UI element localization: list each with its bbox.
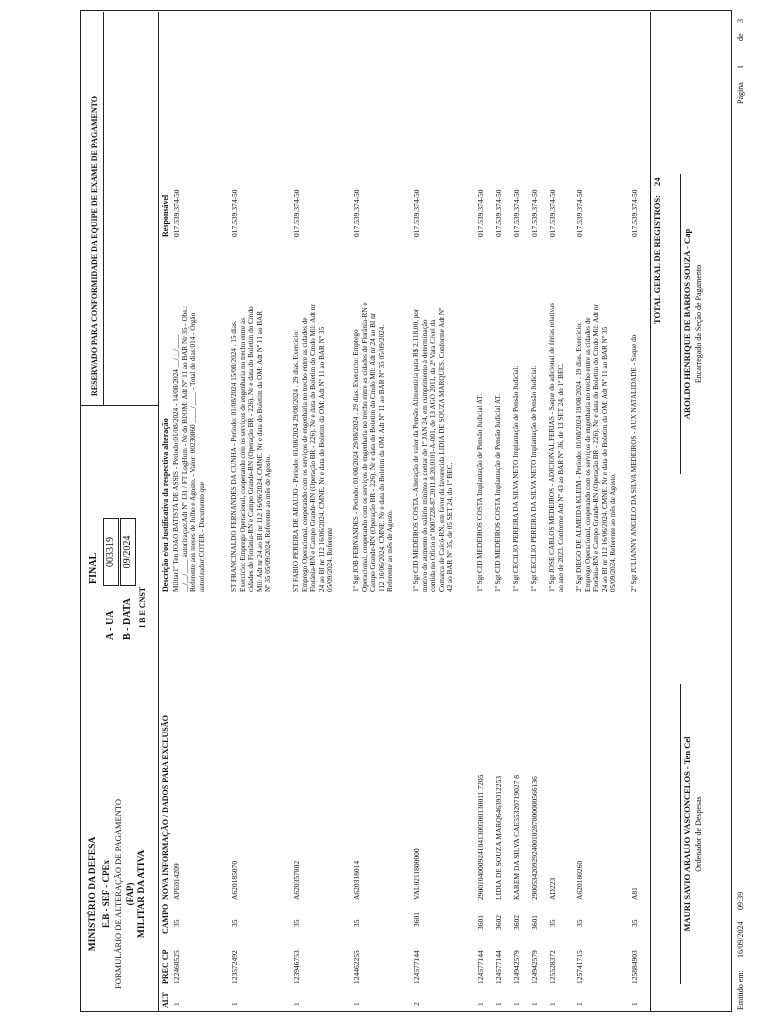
- row-alt: 1: [548, 1002, 557, 1006]
- row-prec: 125884903: [630, 950, 639, 984]
- row-alt: 1: [352, 1002, 361, 1006]
- row-alt: 1: [172, 1002, 181, 1006]
- row-resp: 017.539.374-50: [530, 189, 539, 237]
- row-campo: 35: [230, 919, 239, 927]
- row-desc: 2º Sgt DIEGO DE ALMEIDA KLEIM - Período: 01/08/2024 19/08/2024 . 19 dias. Exercício: Emprego Operacional, cooperando com os serviços de engenharia no trecho entre as cidades de Florânia-RN e Campo Grande-RN (Operação BR - 226). Nr e data do Boletim do Cmdo Mil: Adt nr 24 ao BI nr 112 16/06/2024. CMNE. Nr e data do Boletim da OM: Adt Nº 11 ao BAR Nº 35 05/09/2024. Referente ao mês de Agosto.: [575, 304, 618, 592]
- row-prec: 125741715: [575, 950, 584, 984]
- row-desc: 1º Sgt CID MEDEIROS COSTA Implantação de Pensão Judicial AT.: [494, 394, 502, 592]
- row-alt: 2: [412, 1002, 421, 1006]
- row-nova: AD223: [548, 877, 557, 900]
- row-nova: KAREM DA SILVA CAE55320719027 8: [512, 774, 521, 900]
- row-desc: 1º Sgt CECILIO PEREIRA DA SILVA NETO Implantação de Pensão Judicial.: [512, 365, 520, 592]
- row-desc: 1º Sgt CID MEDEIROS COSTA - Alteração de valor da Pensão Alimentícia para R$ 2.118,00, por motivo de aumento do salário mínimo a contar de 1º JAN 24, em cumprimento à determinação contida no Ofício nº 0007228-87.2011.8.20.0101-A-001, de 13 AGO 2011, da 2ª Vara Cível da Comarca de Caicó-RN, em favor da favorecida LIDIA DE SOUZA MARQUES. Conforme Adt Nº 42 ao BAR Nº 35, de 05 SET 24, do 1º BEC.: [412, 307, 455, 592]
- row-alt: 1: [512, 1002, 521, 1006]
- signature-role-2: Encarregado da Seção de Pagamento: [694, 264, 703, 384]
- row-nova: A620357802: [292, 860, 301, 900]
- signature-role-1: Ordenador de Despesas: [694, 796, 703, 872]
- page-of: de: [736, 33, 745, 41]
- row-desc: Militar1º Ten JOAO BATISTA DE ASSIS - Período:01/08/2024 - 14/08/2024 __/__/____ __/__/____ autorizaçao:Adt Nº 131 / FT LogHum - Nr do BI/OM: Adt Nº 11 ao BAR Nr 35 - Obs.: Referente aos meses de Julho e Agosto. - Valor: 00230860 ____/____ - Total de dias:014 - Órgão autorizador:COTER - Documento que: [172, 306, 206, 592]
- ebsef-title: E.B - SEF - CPEx: [101, 860, 111, 928]
- row-prec: 124577144: [476, 950, 485, 984]
- row-nova: 29001040009241041300500130011 7205: [476, 774, 485, 900]
- ibecnst-label: I B E CNST: [138, 586, 147, 628]
- reserved-title: RESERVADO PARA CONFORMIDADE DA EQUIPE DE EXAME DE PAGAMENTO: [90, 95, 99, 396]
- row-campo: 3601: [412, 912, 421, 927]
- divider-reserved-title: [103, 12, 104, 406]
- form-title: FORMULÁRIO DE ALTERAÇÃO DE PAGAMENTO: [113, 799, 123, 990]
- emitido-date: 16/09/2024: [736, 921, 745, 958]
- col-resp: Responsável: [161, 194, 170, 237]
- fap-label: (FAP): [125, 882, 135, 906]
- total-divider: [650, 12, 651, 1012]
- row-prec: 124942579: [530, 950, 539, 984]
- row-prec: 124577144: [494, 950, 503, 984]
- subtitle: MILITAR DA ATIVA: [137, 849, 147, 939]
- row-prec: 124462255: [352, 950, 361, 984]
- row-nova: LIDIA DE SOUZA MARQ64639312253: [494, 776, 503, 900]
- page-label: Página: [736, 82, 745, 104]
- final-label: FINAL: [88, 552, 99, 584]
- row-nova: A620185070: [230, 860, 239, 900]
- row-prec: 123946753: [292, 950, 301, 984]
- row-nova: VAL0211800000: [412, 848, 421, 900]
- col-prec: PREC CP: [161, 949, 170, 984]
- col-campo: CAMPO: [161, 903, 170, 934]
- row-desc: 1º Sgt CECILIO PEREIRA DA SILVA NETO Implantação de Pensão Judicial.: [530, 365, 538, 592]
- row-campo: 35: [292, 919, 301, 927]
- row-prec: 124942579: [512, 950, 521, 984]
- header-bottom-line: [158, 12, 159, 1012]
- row-campo: 3601: [530, 915, 539, 930]
- row-campo: 3602: [512, 915, 521, 930]
- row-alt: 1: [494, 1002, 503, 1006]
- row-campo: 3602: [494, 915, 503, 930]
- data-value: 09/2024: [122, 535, 133, 569]
- ministry-title: MINISTÉRIO DA DEFESA: [88, 836, 98, 952]
- row-campo: 35: [548, 919, 557, 927]
- row-desc: 1º Sgt CID MEDEIROS COSTA Implantação de Pensão Judicial AT.: [476, 394, 484, 592]
- row-alt: 1: [292, 1002, 301, 1006]
- page-number: 1: [736, 65, 745, 69]
- row-nova: 290053420929240010287000000566136: [530, 776, 539, 900]
- row-prec: 124577144: [412, 950, 421, 984]
- row-alt: 1: [575, 1002, 584, 1006]
- row-nova: A620318014: [352, 860, 361, 900]
- row-campo: 35: [172, 919, 181, 927]
- row-resp: 017.539.374-50: [476, 189, 485, 237]
- row-prec: 125528372: [548, 950, 557, 984]
- row-campo: 35: [630, 919, 639, 927]
- row-desc: ST FRANCINALDO FERNANDES DA CUNHA - Período: 01/08/2024 15/08/2024 . 15 dias. Exercício: Emprego Operacional, cooperando com os serviços de engenharia no trecho entre as cidades de Florânia-RN e Campo Grande-RN (Operação BR - 226). Nr e data do Boletim do Cmdo Mil: Adt nr 24 ao BI nr 112 16/06/2024. CMNE. Nr e data do Boletim da OM: Adt Nº 11 ao BAR Nº 35 05/09/2024. Referente ao mês de Agosto.: [230, 306, 273, 592]
- row-resp: 017.539.374-50: [512, 189, 521, 237]
- row-resp: 017.539.374-50: [352, 189, 361, 237]
- row-resp: 017.539.374-50: [412, 189, 421, 237]
- row-desc: 1º Sgt JOB FERNANDES - Período: 01/08/2024 29/08/2024 . 29 dias. Exercício: Emprego Operacional, cooperando com os serviços de engenharia no trecho entre as cidades de Florânia-RN e Campo Grande-RN (Operação BR - 226). Nr e data do Boletim do Cmdo Mil: Adt nr 24 ao BI nr 112 16/06/2024. CMNE. Nr e data do Boletim da OM: Adt Nº 11 ao BAR Nº 35 05/09/2024. Referente ao mês de Agosto.: [352, 302, 395, 592]
- row-nova: A81: [630, 887, 639, 900]
- col-nova: NOVA INFORMAÇÃO / DADOS PARA EXCLUSÃO: [161, 715, 170, 900]
- row-nova: APE014209: [172, 863, 181, 900]
- signature-line-2: [680, 174, 681, 474]
- divider-reserved: [80, 405, 158, 406]
- row-nova: A620180260: [575, 860, 584, 900]
- signature-name-2: AROLDO HENRIQUE DE BARROS SOUZA - Cap: [682, 228, 692, 420]
- row-campo: 35: [352, 919, 361, 927]
- row-campo: 3601: [476, 915, 485, 930]
- signature-line-1: [680, 684, 681, 984]
- row-resp: 017.539.374-50: [494, 189, 503, 237]
- row-desc: 1º Sgt JOSE CARLOS MEDEIROS - ADICIONAL FERIAS - Saque do adicional de férias relativas ao ano de 2023. Conforme Adt Nº 43 ao BAR Nº 36, de 13 SET 24, do 1º BEC.: [548, 302, 565, 592]
- row-resp: 017.539.374-50: [548, 189, 557, 237]
- col-desc: Descrição e/ou Justificativa da respectiva alteração: [161, 418, 170, 592]
- ua-label: A - UA: [105, 610, 116, 640]
- row-resp: 017.539.374-50: [630, 189, 639, 237]
- row-alt: 1: [530, 1002, 539, 1006]
- row-desc: 2º Sgt JULIANNY ANGELO DA SILVA MEDEIROS - AUX NATALIDADE - Saque do: [630, 334, 638, 592]
- row-alt: 1: [230, 1002, 239, 1006]
- emitido-time: 09:39: [736, 891, 745, 910]
- row-campo: 35: [575, 919, 584, 927]
- row-prec: 122460525: [172, 950, 181, 984]
- signature-name-1: MAURI SAVIO ARAUJO VASCONCELOS - Ten Cel: [682, 736, 692, 932]
- row-desc: ST FABIO PEREIRA DE ARAUJO - Período: 01/08/2024 29/08/2024 . 29 dias. Exercício: Emprego Operacional, cooperando com os serviços de engenharia no trecho entre as cidades de Florânia-RN e Campo Grande-RN (Operação BR - 226). Nr e data do Boletim do Cmdo Mil: Adt nr 24 ao BI nr 112 16/06/2024. CMNE. Nr e data do Boletim da OM: Adt Nº 11 ao BAR Nº 35 05/09/2024. Referente: [292, 304, 335, 592]
- row-resp: 017.539.374-50: [172, 189, 181, 237]
- page-total: 3: [736, 19, 745, 23]
- row-alt: 1: [476, 1002, 485, 1006]
- row-resp: 017.539.374-50: [292, 189, 301, 237]
- total-label: TOTAL GERAL DE REGISTROS:: [652, 195, 662, 324]
- row-prec: 123572492: [230, 950, 239, 984]
- col-alt: ALT: [161, 992, 170, 1008]
- row-resp: 017.539.374-50: [575, 189, 584, 237]
- row-alt: 1: [630, 1002, 639, 1006]
- ua-value: 003319: [105, 537, 116, 567]
- data-label: B - DATA: [122, 598, 133, 640]
- row-resp: 017.539.374-50: [230, 189, 239, 237]
- total-value: 24: [652, 177, 662, 186]
- emitido-label: Emitido em:: [736, 970, 745, 1010]
